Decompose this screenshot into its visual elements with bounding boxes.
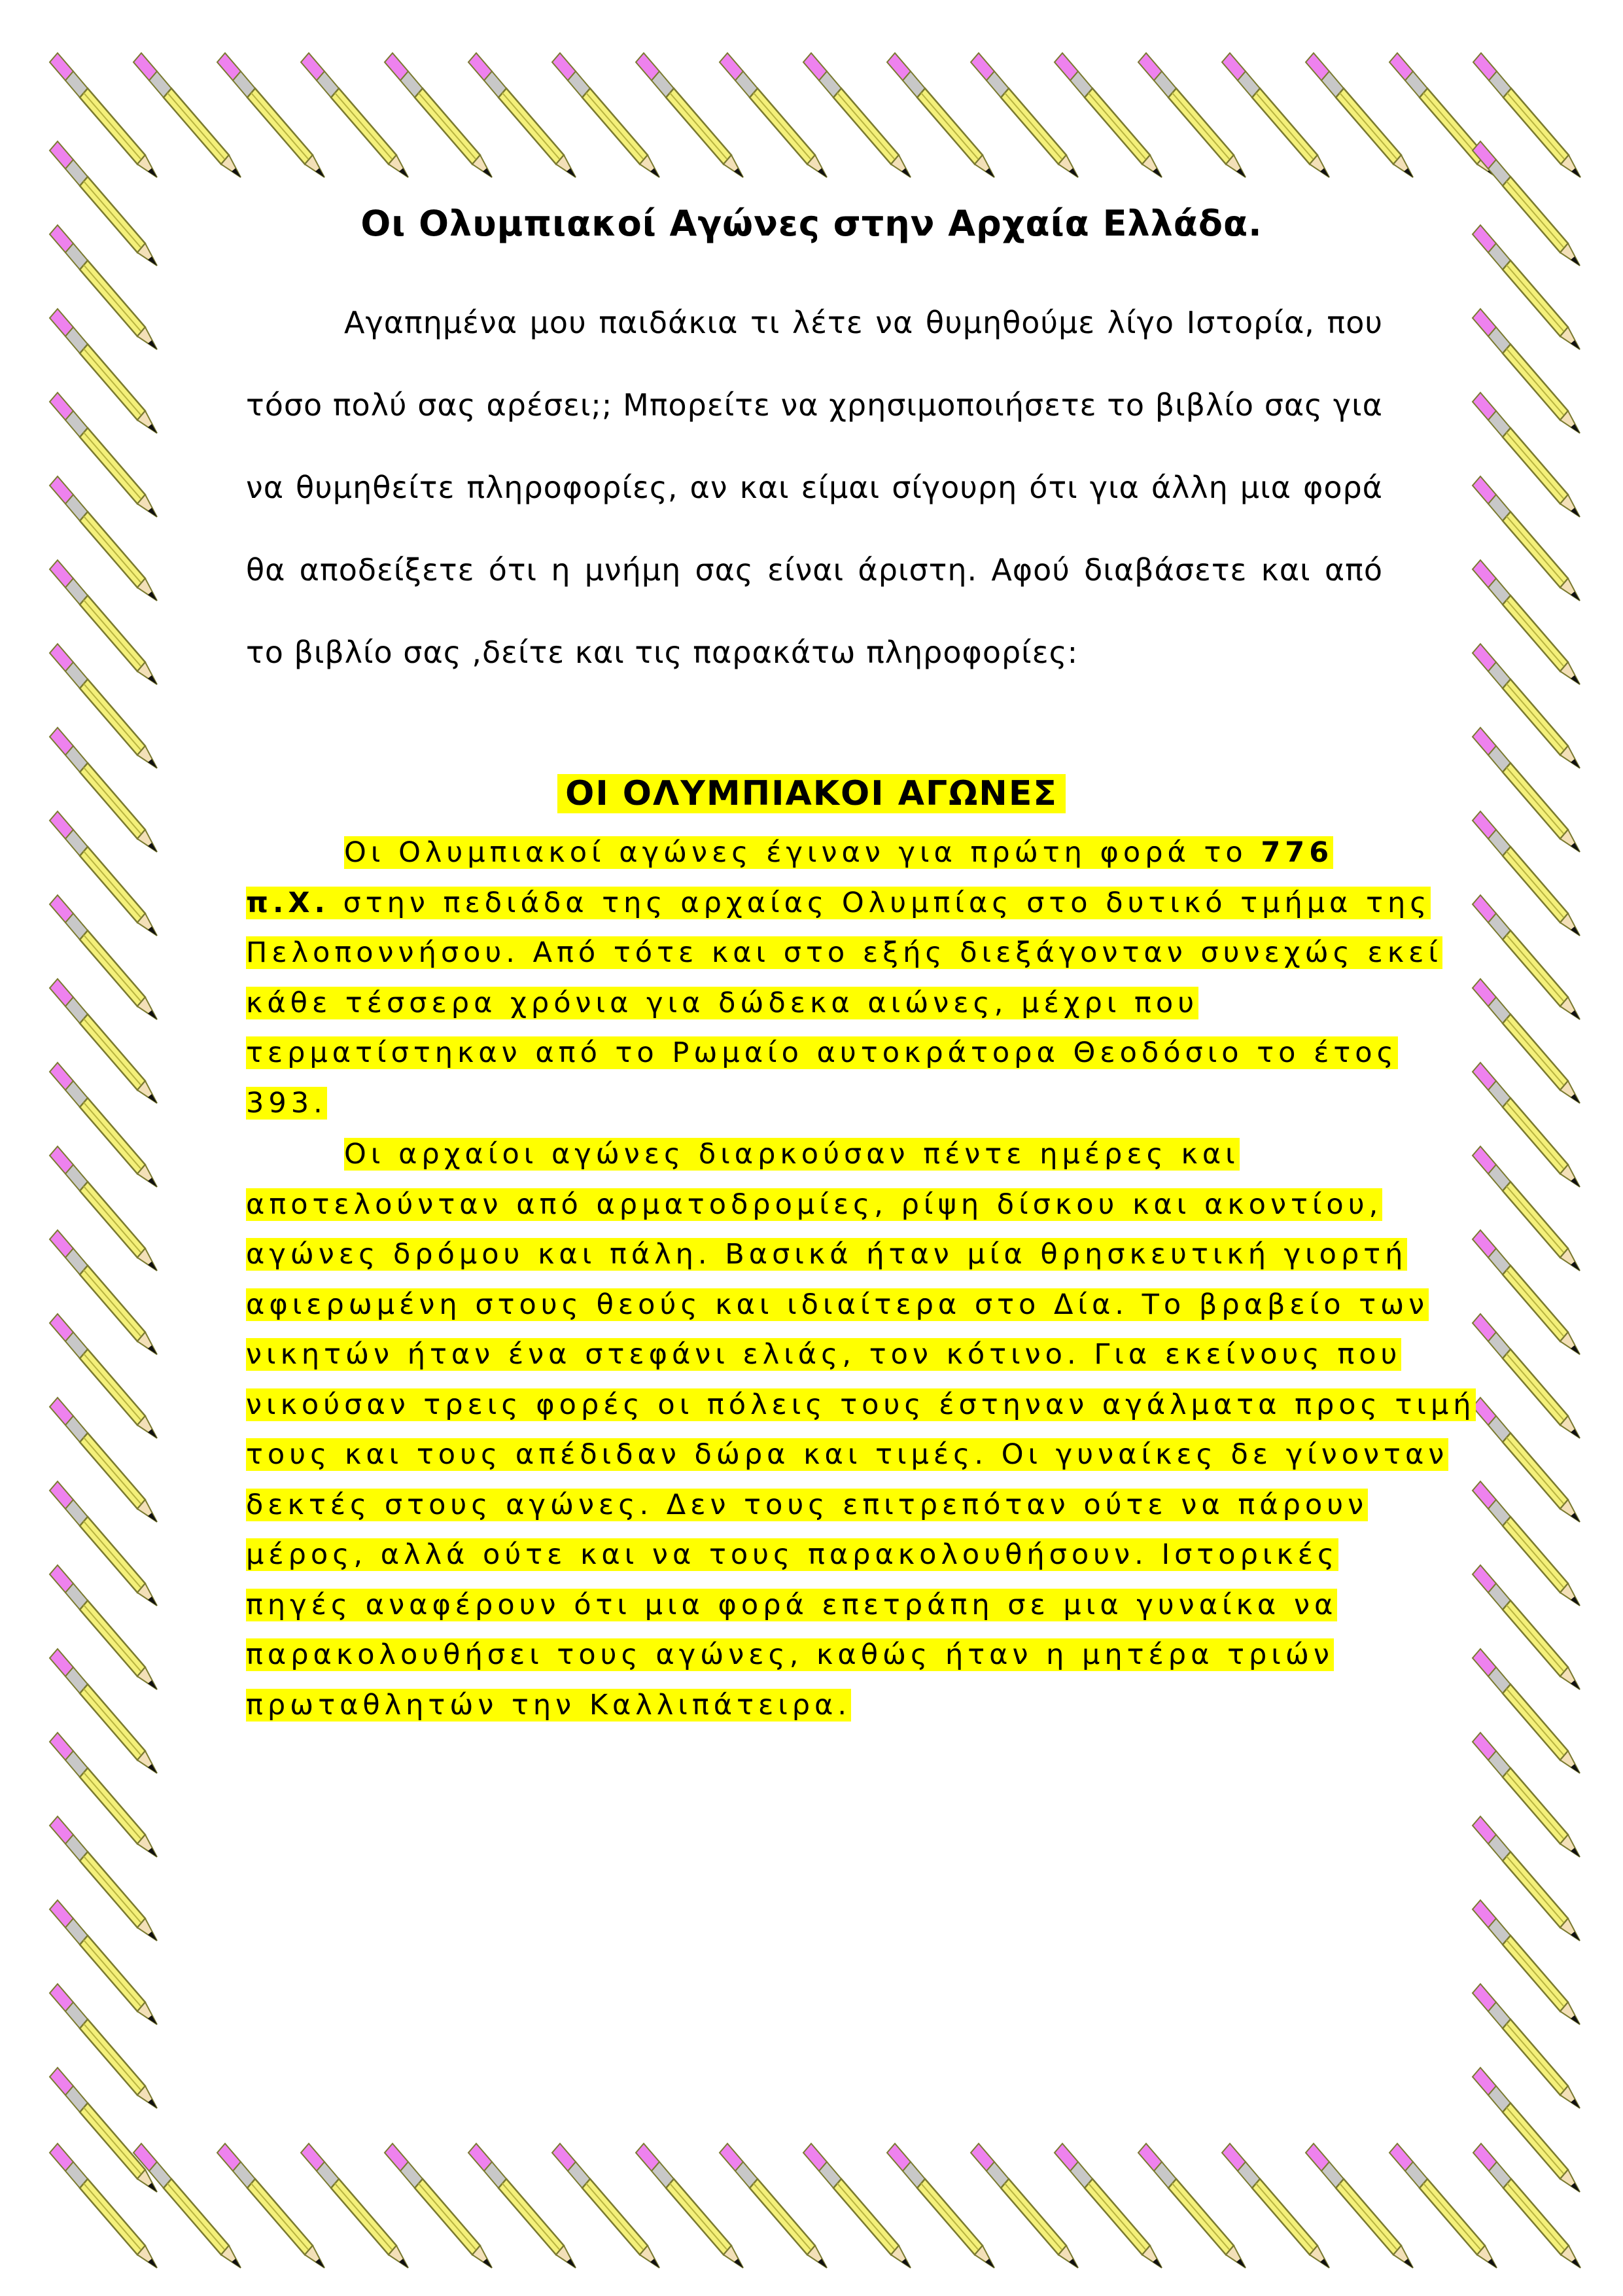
text-line: Πελοποννήσου. Από τότε και στο εξής διεξάγονταν συνεχώς εκεί xyxy=(246,936,1442,969)
text-line: Οι αρχαίοι αγώνες διαρκούσαν πέντε ημέρες και xyxy=(344,1138,1240,1171)
text-line: αποτελούνταν από αρματοδρομίες, ρίψη δίσκου και ακοντίου, xyxy=(246,1188,1383,1221)
text-line: αφιερωμένη στους θεούς και ιδιαίτερα στο Δία. Το βραβείο των xyxy=(246,1288,1429,1321)
page-title: Οι Ολυμπιακοί Αγώνες στην Αρχαία Ελλάδα. xyxy=(360,203,1263,244)
text-line: 393. xyxy=(246,1086,327,1120)
text-line: πηγές αναφέρουν ότι μια φορά επετράπη σε μια γυναίκα να xyxy=(246,1588,1338,1621)
text-line: τερματίστηκαν από το Ρωμαίο αυτοκράτορα Θεοδόσιο το έτος xyxy=(246,1036,1398,1069)
text-line: π.Χ. στην πεδιάδα της αρχαίας Ολυμπίας στο δυτικό τμήμα της xyxy=(246,886,1431,919)
highlighted-paragraph-2 xyxy=(246,1129,1476,1730)
text-line: πρωταθλητών την Καλλιπάτειρα. xyxy=(246,1688,852,1722)
section-heading: ΟΙ ΟΛΥΜΠΙΑΚΟΙ ΑΓΩΝΕΣ xyxy=(0,771,1623,817)
text-line: Οι Ολυμπιακοί αγώνες έγιναν για πρώτη φορά το 776 xyxy=(344,836,1334,869)
text-line: νικητών ήταν ένα στεφάνι ελιάς, τον κότινο. Για εκείνους που xyxy=(246,1338,1402,1371)
intro-paragraph: Αγαπημένα μου παιδάκια τι λέτε να θυμηθούμε λίγο Ιστορία, που τόσο πολύ σας αρέσει;; Μπορείτε να χρησιμοποιήσετε το βιβλίο σας για να θυμηθείτε πληροφορίες, αν και είμαι σίγουρη ότι για άλλη μια φορά θα αποδείξετε ότι η μνήμη σας είναι άριστη. Αφού διαβάσετε και από το βιβλίο σας ,δείτε και τις παρακάτω πληροφορίες: xyxy=(246,305,1383,670)
text-line: δεκτές στους αγώνες. Δεν τους επιτρεπόταν ούτε να πάρουν xyxy=(246,1488,1369,1521)
text-line: τους και τους απέδιδαν δώρα και τιμές. Οι γυναίκες δε γίνονταν xyxy=(246,1438,1449,1471)
text-line: κάθε τέσσερα χρόνια για δώδεκα αιώνες, μέχρι που xyxy=(246,986,1199,1019)
pencil-icon xyxy=(1473,2144,1580,2268)
text-line: παρακολουθήσει τους αγώνες, καθώς ήταν η μητέρα τριών xyxy=(246,1638,1334,1671)
text-line: νικούσαν τρεις φορές οι πόλεις τους έστηναν αγάλματα προς τιμή xyxy=(246,1388,1476,1421)
text-line: αγώνες δρόμου και πάλη. Βασικά ήταν μία θρησκευτική γιορτή xyxy=(246,1238,1408,1271)
highlighted-paragraph-1 xyxy=(246,828,1442,1128)
text-line: μέρος, αλλά ούτε και να τους παρακολουθήσουν. Ιστορικές xyxy=(246,1538,1339,1571)
